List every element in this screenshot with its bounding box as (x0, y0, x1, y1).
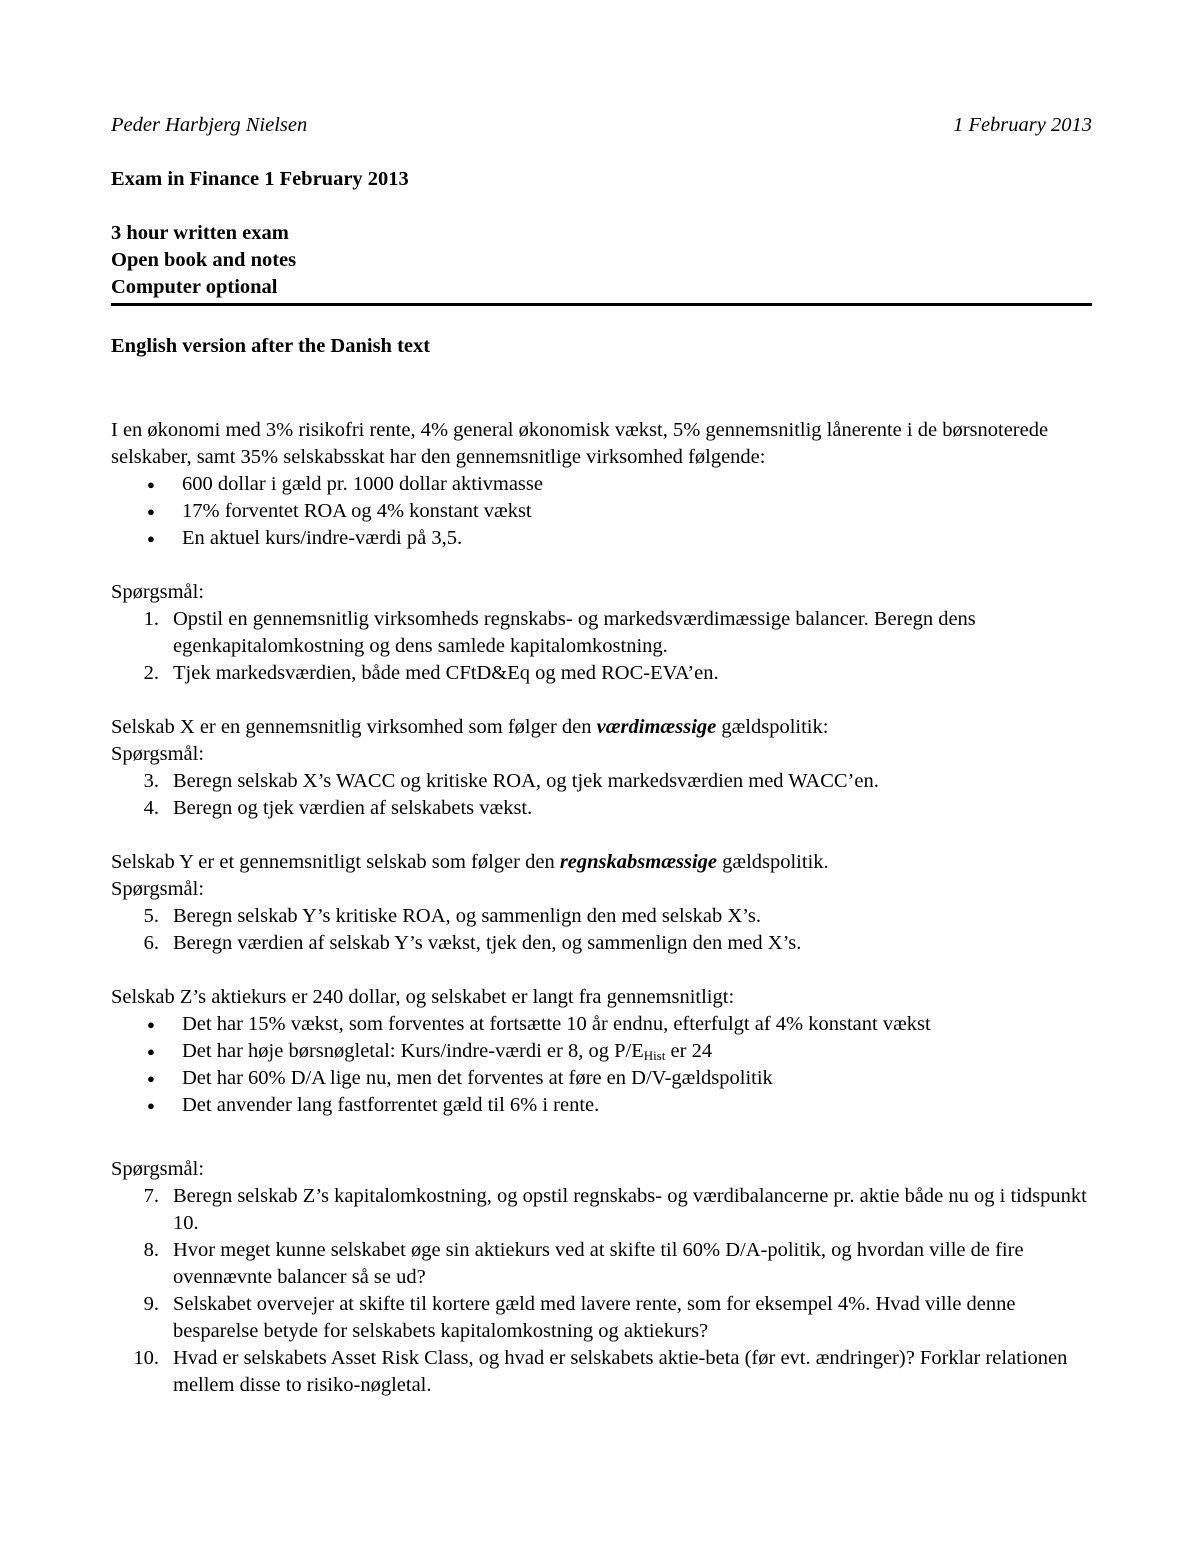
list-item: ● En aktuel kurs/indre-værdi på 3,5. (111, 525, 1092, 552)
question-item: 4. Beregn og tjek værdien af selskabets vækst. (143, 797, 533, 819)
company-z-bullet-list (111, 1011, 1092, 1119)
question-item: 9. Selskabet overvejer at skifte til kortere gæld med lavere rente, som for eksempel 4%. Hvad ville denne besparelse betyde for selskabets kapitalomkostning og aktiekurs? (143, 1293, 1016, 1342)
question-item: 7. Beregn selskab Z’s kapitalomkostning, og opstil regnskabs- og værdibalancerne pr. aktie både nu og i tidspunkt 10. (143, 1185, 1087, 1234)
company-y-intro: Selskab Y er et gennemsnitligt selskab som følger den regnskabsmæssige gældspolitik. (111, 851, 829, 873)
question-list (111, 1183, 1092, 1399)
list-item: ● 17% forventet ROA og 4% konstant vækst (111, 498, 1092, 525)
company-z-intro: Selskab Z’s aktiekurs er 240 dollar, og selskabet er langt fra gennemsnitligt: (111, 986, 735, 1008)
questions-label: Spørgsmål: (111, 878, 205, 900)
list-item: ● Det har 15% vækst, som forventes at fortsætte 10 år endnu, efterfulgt af 4% konstant vækst (111, 1011, 1092, 1038)
intro-paragraph: I en økonomi med 3% risikofri rente, 4% general økonomisk vækst, 5% gennemsnitlig lånerente i de børsnoterede selskaber, samt 35% selskabsskat har den gennemsnitlige virksomhed følgende: (111, 419, 1049, 468)
questions-label: Spørgsmål: (111, 743, 205, 765)
question-item: 5. Beregn selskab Y’s kritiske ROA, og sammenlign den med selskab X’s. (143, 905, 761, 927)
list-item: ● Det har høje børsnøgletal: Kurs/indre-værdi er 8, og $P/E_{Hist}$ er 24 (111, 1038, 1092, 1065)
question-list (111, 606, 1092, 687)
exam-computer: Computer optional (111, 276, 278, 298)
question-item: 10. Hvad er selskabets Asset Risk Class, og hvad er selskabets aktie-beta (før evt. ændringer)? Forklar relationen mellem disse to risiko-nøgletal. (133, 1347, 1068, 1396)
questions-label: Spørgsmål: (111, 581, 205, 603)
exam-title: Exam in Finance 1 February 2013 (111, 168, 409, 190)
list-item: ● 600 dollar i gæld pr. 1000 dollar aktivmasse (111, 471, 1092, 498)
exam-aids: Open book and notes (111, 249, 297, 271)
intro-bullet-list (111, 471, 1092, 552)
exam-duration: 3 hour written exam (111, 222, 289, 244)
english-version-note: English version after the Danish text (111, 335, 431, 357)
question-item: 8. Hvor meget kunne selskabet øge sin aktiekurs ved at skifte til 60% D/A-politik, og hvordan ville de fire ovennævnte balancer så se ud? (143, 1239, 1024, 1288)
question-item: 1. Opstil en gennemsnitlig virksomheds regnskabs- og markedsværdimæssige balancer. Beregn dens egenkapitalomkostning og dens samlede kapitalomkostning. (143, 608, 976, 657)
question-item: 2. Tjek markedsværdien, både med CFtD&Eq og med ROC-EVA’en. (143, 662, 719, 684)
questions-label: Spørgsmål: (111, 1158, 205, 1180)
header-date: 1 February 2013 (953, 114, 1092, 136)
company-x-intro: Selskab X er en gennemsnitlig virksomhed som følger den værdimæssige gældspolitik: (111, 716, 829, 738)
question-list (111, 903, 1092, 957)
author-name: Peder Harbjerg Nielsen (111, 114, 308, 136)
page-header (111, 112, 1092, 139)
question-item: 3. Beregn selskab X’s WACC og kritiske ROA, og tjek markedsværdien med WACC’en. (143, 770, 879, 792)
list-item: ● Det anvender lang fastforrentet gæld til 6% i rente. (111, 1092, 1092, 1119)
question-list (111, 768, 1092, 822)
question-item: 6. Beregn værdien af selskab Y’s vækst, tjek den, og sammenlign den med X’s. (143, 932, 802, 954)
list-item: ● Det har 60% D/A lige nu, men det forventes at føre en D/V-gældspolitik (111, 1065, 1092, 1092)
